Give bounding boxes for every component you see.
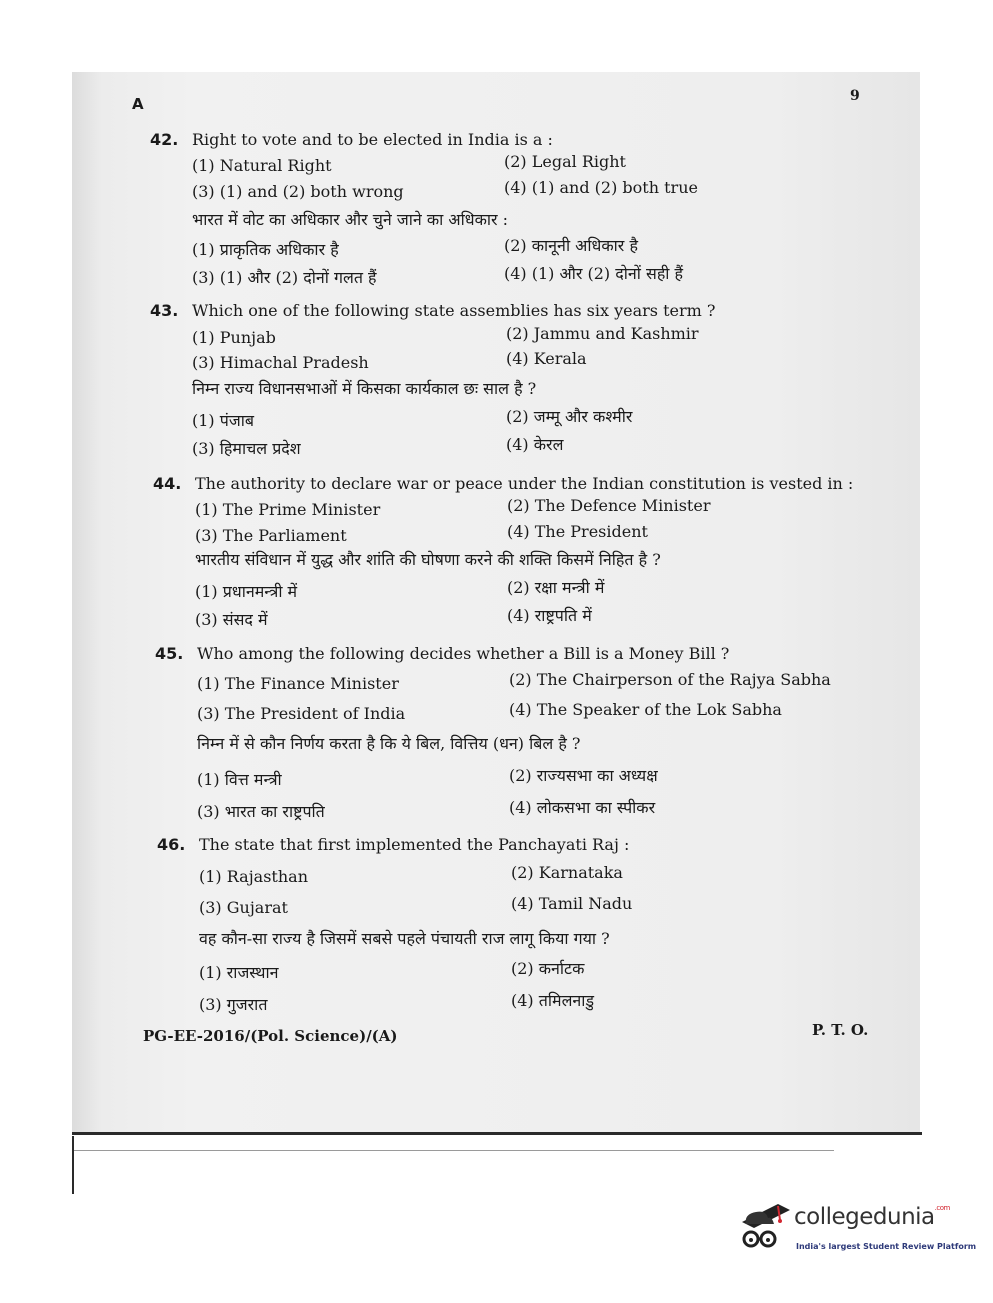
option-3-en: (3) Gujarat [199,898,288,917]
question-text-en: Who among the following decides whether a Bill is a Money Bill ? [197,644,730,663]
logo-name: collegedunia [794,1204,935,1230]
question-text-en: Right to vote and to be elected in India is a : [192,130,553,149]
student-glasses-icon [738,1198,794,1258]
option-3-hi: (3) हिमाचल प्रदेश [192,439,301,458]
option-4-hi: (4) केरल [506,435,564,454]
option-3-en: (3) The Parliament [195,526,347,545]
option-1-hi: (1) प्राकृतिक अधिकार है [192,240,339,259]
option-3-en: (3) Himachal Pradesh [192,353,369,372]
option-4-en: (4) (1) and (2) both true [504,178,698,197]
question-text-hi: वह कौन-सा राज्य है जिसमें सबसे पहले पंचायती राज लागू किया गया ? [199,929,610,948]
option-4-hi: (4) लोकसभा का स्पीकर [509,798,656,817]
option-2-hi: (2) जम्मू और कश्मीर [506,407,633,426]
logo-suffix: .com [934,1204,950,1212]
option-1-hi: (1) वित्त मन्त्री [197,770,282,789]
collegedunia-logo [738,1198,977,1260]
option-4-en: (4) The President [507,522,648,541]
question-text-hi: भारतीय संविधान में युद्ध और शांति की घोषणा करने की शक्ति किसमें निहित है ? [195,550,661,569]
option-3-hi: (3) संसद में [195,610,268,629]
option-3-en: (3) (1) and (2) both wrong [192,182,404,201]
question-number: 45. [155,644,184,663]
option-2-en: (2) The Chairperson of the Rajya Sabha [509,670,831,689]
question-text-en: Which one of the following state assemblies has six years term ? [192,301,716,320]
page-edge-left [72,1136,74,1194]
question-text-hi: भारत में वोट का अधिकार और चुने जाने का अधिकार : [192,210,509,229]
option-1-hi: (1) प्रधानमन्त्री में [195,582,298,601]
option-2-hi: (2) राज्यसभा का अध्यक्ष [509,766,658,785]
option-4-en: (4) The Speaker of the Lok Sabha [509,700,782,719]
option-2-en: (2) The Defence Minister [507,496,711,515]
next-page-edge [74,1150,834,1151]
page-edge-bottom [72,1132,922,1135]
option-2-hi: (2) कर्नाटक [511,959,585,978]
option-1-en: (1) Natural Right [192,156,332,175]
series-label: A [132,95,144,113]
question-number: 44. [153,474,182,493]
option-3-hi: (3) (1) और (2) दोनों गलत हैं [192,268,377,287]
logo-tagline: India's largest Student Review Platform [796,1242,977,1251]
question-text-hi: निम्न राज्य विधानसभाओं में किसका कार्यकाल छः साल है ? [192,379,537,398]
question-text-en: The state that first implemented the Panchayati Raj : [199,835,630,854]
option-3-hi: (3) गुजरात [199,995,268,1014]
option-3-hi: (3) भारत का राष्ट्रपति [197,802,325,821]
option-1-hi: (1) पंजाब [192,411,254,430]
option-4-hi: (4) (1) और (2) दोनों सही हैं [504,264,684,283]
option-4-hi: (4) तमिलनाडु [511,991,595,1010]
option-4-en: (4) Kerala [506,349,587,368]
option-1-hi: (1) राजस्थान [199,963,279,982]
option-2-hi: (2) कानूनी अधिकार है [504,236,638,255]
option-3-en: (3) The President of India [197,704,406,723]
option-2-en: (2) Jammu and Kashmir [506,324,699,343]
option-4-hi: (4) राष्ट्रपति में [507,606,592,625]
option-2-en: (2) Karnataka [511,863,623,882]
option-4-en: (4) Tamil Nadu [511,894,633,913]
question-number: 43. [150,301,179,320]
option-2-hi: (2) रक्षा मन्त्री में [507,578,605,597]
paper-code: PG-EE-2016/(Pol. Science)/(A) [143,1027,398,1045]
page-number: 9 [850,88,860,104]
option-1-en: (1) Rajasthan [199,867,308,886]
pto-label: P. T. O. [812,1021,869,1039]
question-number: 46. [157,835,186,854]
question-text-hi: निम्न में से कौन निर्णय करता है कि ये बिल, वित्तिय (धन) बिल है ? [197,734,581,753]
option-2-en: (2) Legal Right [504,152,626,171]
option-1-en: (1) Punjab [192,328,276,347]
option-1-en: (1) The Prime Minister [195,500,381,519]
option-1-en: (1) The Finance Minister [197,674,399,693]
question-number: 42. [150,130,179,149]
question-text-en: The authority to declare war or peace under the Indian constitution is vested in : [195,474,854,493]
